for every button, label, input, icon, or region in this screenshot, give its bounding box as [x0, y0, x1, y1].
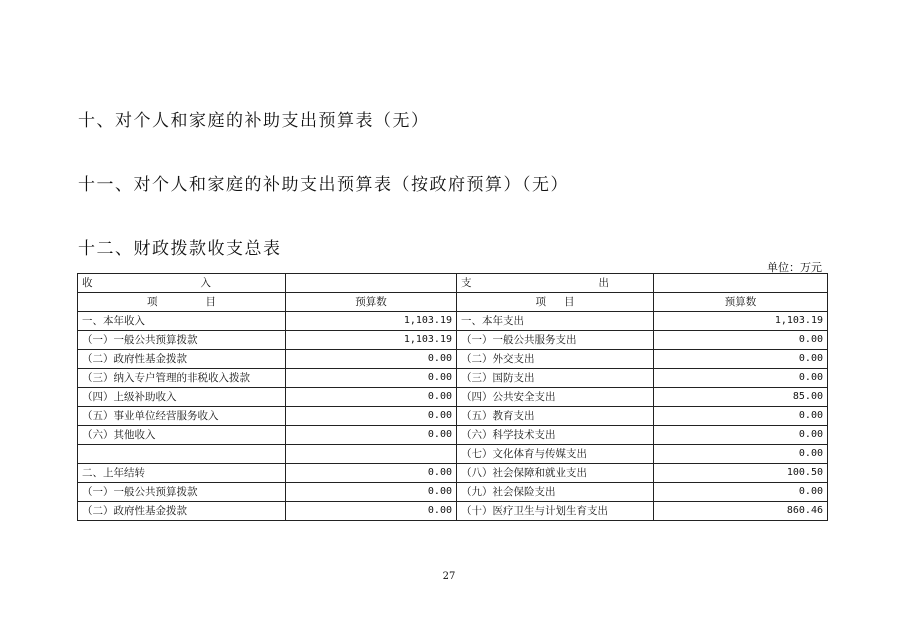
income-item-cell: （三）纳入专户管理的非税收入拨款 — [78, 369, 286, 388]
expense-item-cell: （三）国防支出 — [457, 369, 654, 388]
income-value-cell: 0.00 — [286, 464, 457, 483]
item-col-char-1: 项 — [535, 296, 546, 308]
income-item-cell: 一、本年收入 — [78, 312, 286, 331]
income-header-char-2: 入 — [200, 277, 211, 289]
table-row — [78, 426, 828, 445]
item-col-char-2: 目 — [564, 296, 575, 308]
table-row — [78, 407, 828, 426]
income-item-cell: （四）上级补助收入 — [78, 388, 286, 407]
item-col-char-1: 项 — [147, 296, 158, 308]
expense-header-cell — [457, 274, 654, 293]
expense-value-cell: 100.50 — [654, 464, 828, 483]
expense-header-empty-cell — [654, 274, 828, 293]
expense-value-cell: 0.00 — [654, 331, 828, 350]
expense-item-cell: （五）教育支出 — [457, 407, 654, 426]
unit-label: 单位：万元 — [767, 261, 822, 274]
table-row — [78, 445, 828, 464]
income-value-cell: 0.00 — [286, 388, 457, 407]
income-value-cell — [286, 445, 457, 464]
table-row — [78, 350, 828, 369]
expense-item-cell: （八）社会保障和就业支出 — [457, 464, 654, 483]
column-header-row — [78, 293, 828, 312]
income-item-cell: 二、上年结转 — [78, 464, 286, 483]
table-row — [78, 369, 828, 388]
expense-item-cell: （二）外交支出 — [457, 350, 654, 369]
expense-value-cell: 0.00 — [654, 483, 828, 502]
income-value-cell: 0.00 — [286, 502, 457, 521]
table-row — [78, 483, 828, 502]
income-value-cell: 0.00 — [286, 407, 457, 426]
income-item-cell: （一）一般公共预算拨款 — [78, 483, 286, 502]
expense-item-cell: （十）医疗卫生与计划生育支出 — [457, 502, 654, 521]
table-row — [78, 502, 828, 521]
income-item-cell: （六）其他收入 — [78, 426, 286, 445]
income-header-empty-cell — [286, 274, 457, 293]
expense-header-char-2: 出 — [598, 277, 609, 289]
expense-item-cell: （六）科学技术支出 — [457, 426, 654, 445]
expense-header-char-1: 支 — [461, 277, 472, 289]
table-row — [78, 331, 828, 350]
expense-value-cell: 85.00 — [654, 388, 828, 407]
expense-item-cell: （七）文化体育与传媒支出 — [457, 445, 654, 464]
expense-item-cell: （九）社会保险支出 — [457, 483, 654, 502]
section-heading-10: 十、对个人和家庭的补助支出预算表（无） — [78, 111, 430, 131]
income-value-cell: 1,103.19 — [286, 331, 457, 350]
table-row — [78, 464, 828, 483]
expense-value-cell: 0.00 — [654, 350, 828, 369]
income-budget-col-header: 预算数 — [286, 293, 457, 312]
income-value-cell: 0.00 — [286, 369, 457, 388]
income-item-cell: （一）一般公共预算拨款 — [78, 331, 286, 350]
expense-budget-col-header: 预算数 — [654, 293, 828, 312]
table-row — [78, 312, 828, 331]
expense-value-cell: 1,103.19 — [654, 312, 828, 331]
expense-item-cell: （四）公共安全支出 — [457, 388, 654, 407]
section-heading-12: 十二、财政拨款收支总表 — [78, 239, 282, 259]
expense-item-col-header — [457, 293, 654, 312]
expense-item-cell: 一、本年支出 — [457, 312, 654, 331]
expense-value-cell: 0.00 — [654, 426, 828, 445]
income-value-cell: 1,103.19 — [286, 312, 457, 331]
income-header-cell — [78, 274, 286, 293]
item-col-char-2: 目 — [205, 296, 216, 308]
table-row — [78, 388, 828, 407]
expense-item-cell: （一）一般公共服务支出 — [457, 331, 654, 350]
income-item-cell: （二）政府性基金拨款 — [78, 502, 286, 521]
income-item-cell: （五）事业单位经营服务收入 — [78, 407, 286, 426]
expense-value-cell: 860.46 — [654, 502, 828, 521]
income-value-cell: 0.00 — [286, 350, 457, 369]
expense-value-cell: 0.00 — [654, 369, 828, 388]
income-item-col-header — [78, 293, 286, 312]
table-header-row — [78, 274, 828, 293]
section-heading-11: 十一、对个人和家庭的补助支出预算表（按政府预算）（无） — [78, 175, 569, 195]
income-header-char-1: 收 — [82, 277, 93, 289]
income-item-cell: （二）政府性基金拨款 — [78, 350, 286, 369]
budget-table — [77, 273, 828, 521]
income-item-cell — [78, 445, 286, 464]
expense-value-cell: 0.00 — [654, 445, 828, 464]
expense-value-cell: 0.00 — [654, 407, 828, 426]
income-value-cell: 0.00 — [286, 483, 457, 502]
income-value-cell: 0.00 — [286, 426, 457, 445]
page-number: 27 — [442, 571, 456, 582]
